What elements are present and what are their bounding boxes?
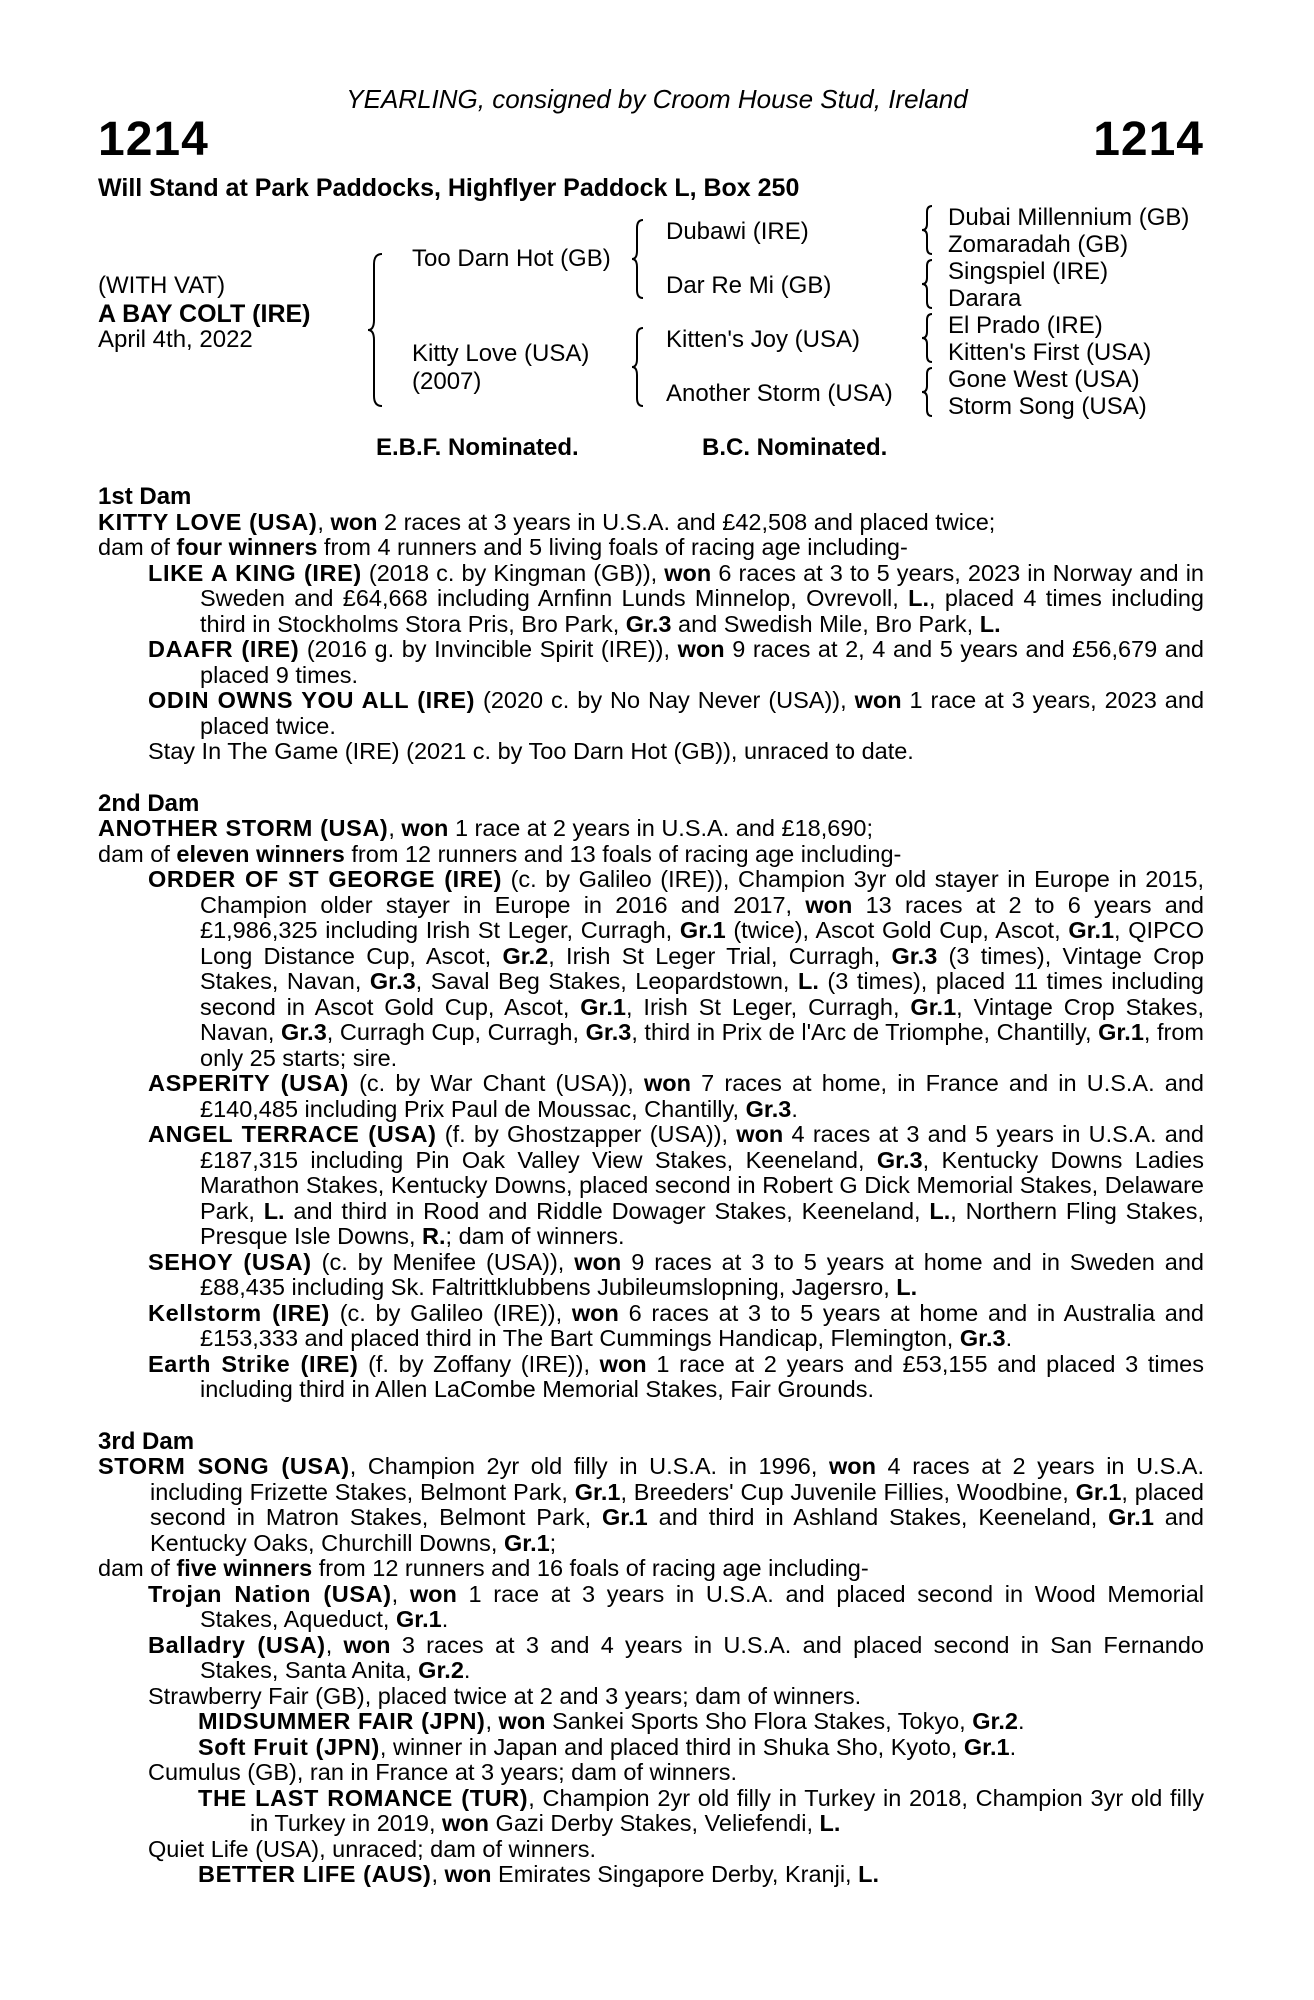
produce-entry: Earth Strike (IRE) (f. by Zoffany (IRE)), won 1 race at 2 years and £53,155 and placed 3 times including third in Allen LaCombe Memorial Stakes, Fair Grounds. (148, 1350, 1204, 1402)
gen3-8: Storm Song (USA) (948, 393, 1147, 420)
third-dam-line: STORM SONG (USA), Champion 2yr old filly in U.S.A. in 1996, won 4 races at 2 years in U.S.A. including Frizette Stakes, Belmont Park, Gr.1, Breeders' Cup Juvenile Fillies, Woodbine, Gr.1, placed second in Matron Stakes, Belmont Park, Gr.1 and third in Ashland Stakes, Keeneland, Gr.1 and Kentucky Oaks, Churchill Downs, Gr.1; (98, 1453, 1205, 1556)
gen3-6: Kitten's First (USA) (948, 339, 1152, 366)
sire: Too Darn Hot (GB) (412, 245, 611, 272)
produce-entry: Strawberry Fair (GB), placed twice at 2 and 3 years; dam of winners. (148, 1682, 862, 1709)
gen3-3: Singspiel (IRE) (948, 258, 1109, 285)
first-dam-heading: 1st Dam (98, 483, 192, 510)
produce-entry: ORDER OF ST GEORGE (IRE) (c. by Galileo (IRE)), Champion 3yr old stayer in Europe in 2015, Champion older stayer in Europe in 2016 and 2017, won 13 races at 2 to 6 years and £1,986,325 including Irish St Leger, Curragh, Gr.1 (twice), Ascot Gold Cup, Ascot, Gr.1, QIPCO Long Distance Cup, Ascot, Gr.2, Irish St Leger Trial, Curragh, Gr.3 (3 times), Vintage Crop Stakes, Navan, Gr.3, Saval Beg Stakes, Leopardstown, L. (3 times), placed 11 times including second in Ascot Gold Cup, Ascot, Gr.1, Irish St Leger, Curragh, Gr.1, Vintage Crop Stakes, Navan, Gr.3, Curragh Cup, Curragh, Gr.3, third in Prix de l'Arc de Triomphe, Chantilly, Gr.1, from only 25 starts; sire. (148, 866, 1205, 1071)
foaling-date: April 4th, 2022 (98, 326, 253, 353)
sire-brace (630, 218, 646, 300)
grandproduce-entry: Soft Fruit (JPN), winner in Japan and placed third in Shuka Sho, Kyoto, Gr.1. (198, 1733, 1017, 1760)
produce-entry: Balladry (USA), won 3 races at 3 and 4 years in U.S.A. and placed second in San Fernando Stakes, Santa Anita, Gr.2. (148, 1631, 1204, 1683)
second-dam-line: ANOTHER STORM (USA), won 1 race at 2 years in U.S.A. and £18,690; (98, 815, 873, 841)
dam-brace (630, 326, 646, 408)
consignment-line: YEARLING, consigned by Croom House Stud, Ireland (346, 84, 968, 114)
first-dam-line: KITTY LOVE (USA), won 2 races at 3 years in U.S.A. and £42,508 and placed twice; (98, 508, 996, 535)
produce-entry: ODIN OWNS YOU ALL (IRE) (2020 c. by No Nay Never (USA)), won 1 race at 3 years, 2023 and placed twice. (148, 687, 1205, 739)
gen3-brace-1 (920, 204, 934, 256)
catalogue-body (98, 484, 1204, 1888)
grandproduce-entry: THE LAST ROMANCE (TUR), Champion 2yr old filly in Turkey in 2018, Champion 3yr old filly in Turkey in 2019, won Gazi Derby Stakes, Veliefendi, L. (198, 1784, 1204, 1836)
third-dam-produce-summary: dam of five winners from 12 runners and 16 foals of racing age including- (98, 1555, 869, 1581)
lot-number-left: 1214 (98, 113, 209, 166)
second-dam-section (98, 791, 1204, 1403)
produce-entry: Stay In The Game (IRE) (2021 c. by Too Darn Hot (GB)), unraced to date. (148, 738, 914, 764)
gen3-7: Gone West (USA) (948, 366, 1140, 393)
stand-location: Will Stand at Park Paddocks, Highflyer Paddock L, Box 250 (98, 174, 800, 202)
horse-name: A BAY COLT (IRE) (98, 300, 311, 328)
produce-entry: DAAFR (IRE) (2016 g. by Invincible Spirit (IRE)), won 9 races at 2, 4 and 5 years and £56,679 and placed 9 times. (148, 636, 1204, 688)
produce-entry: Cumulus (GB), ran in France at 3 years; dam of winners. (148, 1759, 738, 1785)
gen3-5: El Prado (IRE) (948, 312, 1103, 339)
produce-entry: Quiet Life (USA), unraced; dam of winners. (148, 1835, 597, 1862)
gen3-brace-2 (920, 258, 934, 310)
produce-entry: Trojan Nation (USA), won 1 race at 3 years in U.S.A. and placed second in Wood Memorial Stakes, Aqueduct, Gr.1. (148, 1580, 1204, 1632)
gen3-brace-4 (920, 366, 934, 418)
grandproduce-entry: BETTER LIFE (AUS), won Emirates Singapore Derby, Kranji, L. (198, 1861, 879, 1887)
second-dam-heading: 2nd Dam (98, 789, 200, 817)
produce-entry: LIKE A KING (IRE) (2018 c. by Kingman (GB)), won 6 races at 3 to 5 years, 2023 in Norway and in Sweden and £64,668 including Arnfinn Lunds Minnelop, Ovrevoll, L., placed 4 times including third in Stockholms Stora Pris, Bro Park, Gr.3 and Swedish Mile, Bro Park, L. (148, 559, 1205, 637)
first-dam-produce-summary: dam of four winners from 4 runners and 5 living foals of racing age including- (98, 534, 908, 560)
dam: Kitty Love (USA) (412, 340, 590, 367)
ebf-nomination: E.B.F. Nominated. (376, 434, 579, 461)
produce-entry: ASPERITY (USA) (c. by War Chant (USA)), won 7 races at home, in France and in U.S.A. and £140,485 including Prix Paul de Moussac, Chantilly, Gr.3. (148, 1070, 1204, 1122)
third-dam-section (98, 1429, 1204, 1888)
dam-year: (2007) (412, 368, 482, 395)
dam-sire: Kitten's Joy (USA) (666, 326, 860, 353)
gen3-brace-3 (920, 312, 934, 364)
produce-entry: ANGEL TERRACE (USA) (f. by Ghostzapper (USA)), won 4 races at 3 and 5 years in U.S.A. and £187,315 including Pin Oak Valley View Stakes, Keeneland, Gr.3, Kentucky Downs Ladies Marathon Stakes, Kentucky Downs, placed second in Robert G Dick Memorial Stakes, Delaware Park, L. and third in Rood and Riddle Dowager Stakes, Keeneland, L., Northern Fling Stakes, Presque Isle Downs, R.; dam of winners. (148, 1121, 1205, 1249)
pedigree-brace (366, 252, 386, 408)
gen3-2: Zomaradah (GB) (948, 231, 1129, 258)
gen3-1: Dubai Millennium (GB) (948, 204, 1190, 231)
bc-nomination: B.C. Nominated. (702, 434, 888, 461)
lot-number-right: 1214 (1093, 113, 1204, 166)
produce-entry: Kellstorm (IRE) (c. by Galileo (IRE)), won 6 races at 3 to 5 years at home and in Australia and £153,333 and placed third in The Bart Cummings Handicap, Flemington, Gr.3. (148, 1299, 1205, 1351)
first-dam-section (98, 484, 1204, 765)
grandproduce-entry: MIDSUMMER FAIR (JPN), won Sankei Sports Sho Flora Stakes, Tokyo, Gr.2. (198, 1708, 1025, 1734)
gen3-4: Darara (948, 285, 1022, 312)
vat-note: (WITH VAT) (98, 272, 226, 299)
sire-sire: Dubawi (IRE) (666, 218, 809, 245)
sire-dam: Dar Re Mi (GB) (666, 272, 832, 299)
produce-entry: SEHOY (USA) (c. by Menifee (USA)), won 9 races at 3 to 5 years at home and in Sweden and £88,435 including Sk. Faltrittklubbens Jubileumslopning, Jagersro, L. (148, 1248, 1204, 1300)
second-dam-produce-summary: dam of eleven winners from 12 runners and 13 foals of racing age including- (98, 840, 902, 867)
dam-dam: Another Storm (USA) (666, 380, 893, 407)
third-dam-heading: 3rd Dam (98, 1427, 195, 1455)
